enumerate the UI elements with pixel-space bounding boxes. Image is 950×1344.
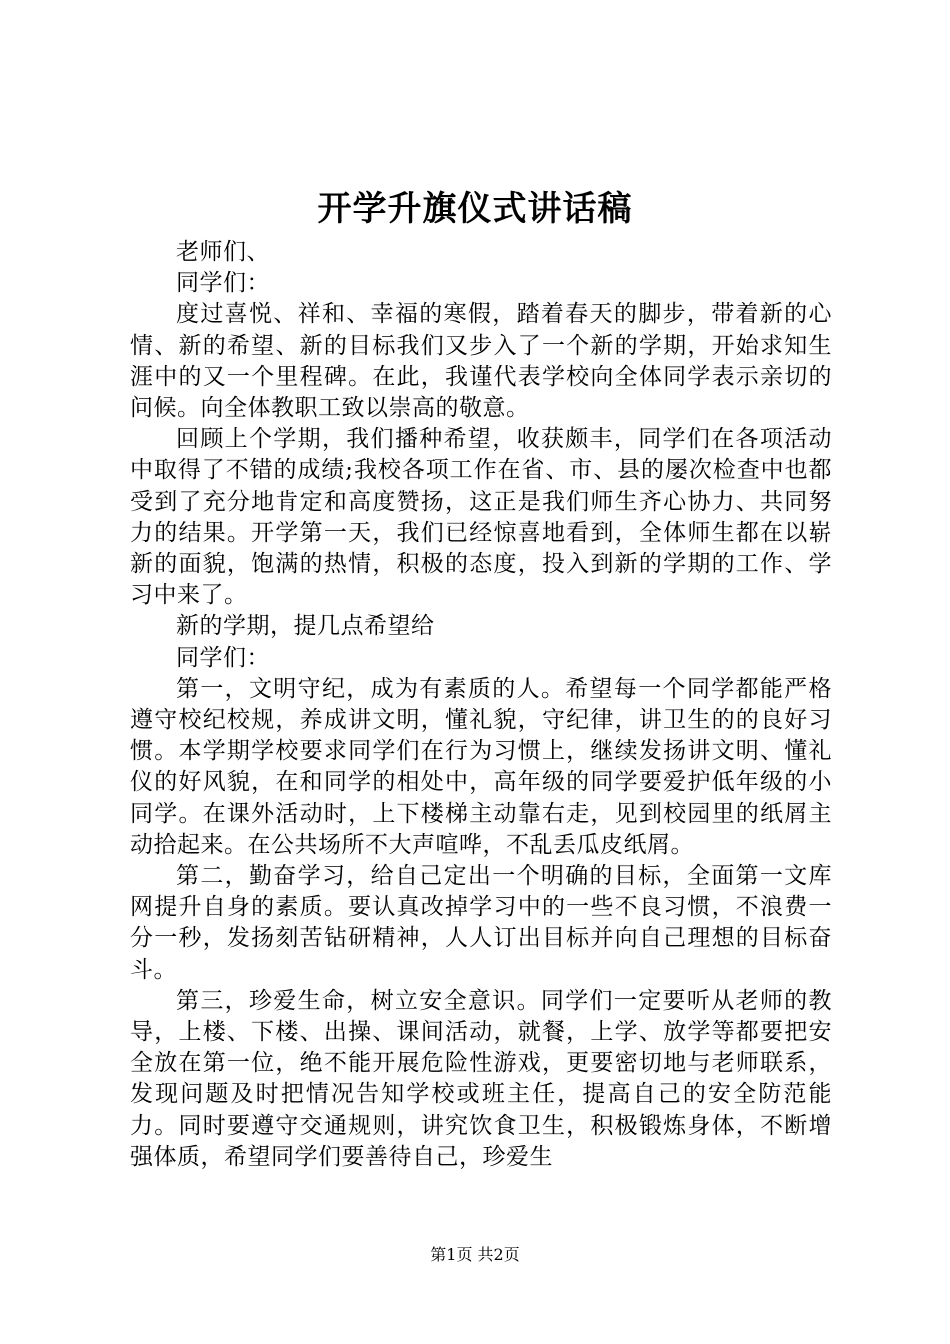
document-body [130, 237, 832, 1173]
paragraph-hopes-address: 同学们： [176, 644, 270, 671]
salutation-students: 同学们： [176, 270, 270, 297]
document-title: 开学升旗仪式讲话稿 [317, 189, 633, 229]
paragraph-opening: 度过喜悦、祥和、幸福的寒假，踏着春天的脚步，带着新的心情、新的希望、新的目标我们又步入了一个新的学期，开始求知生涯中的又一个里程碑。在此，我谨代表学校向全体同学表示亲切的问候。向全体教职工致以崇高的敬意。 [130, 301, 832, 422]
page-footer: 第1页 共2页 [430, 1245, 520, 1264]
paragraph-hopes-intro: 新的学期，提几点希望给 [176, 613, 435, 640]
salutation-teachers: 老师们、 [176, 239, 270, 265]
paragraph-point-three: 第三，珍爱生命，树立安全意识。同学们一定要听从老师的教导，上楼、下楼、出操、课间活动，就餐，上学、放学等都要把安全放在第一位，绝不能开展危险性游戏，更要密切地与老师联系，发现问题及时把情况告知学校或班主任，提高自己的安全防范能力。同时要遵守交通规则，讲究饮食卫生，积极锻炼身体，不断增强体质，希望同学们要善待自己，珍爱生 [130, 987, 832, 1170]
paragraph-point-one: 第一，文明守纪，成为有素质的人。希望每一个同学都能严格遵守校纪校规，养成讲文明，懂礼貌，守纪律，讲卫生的的良好习惯。本学期学校要求同学们在行为习惯上，继续发扬讲文明、懂礼仪的好风貌，在和同学的相处中，高年级的同学要爱护低年级的小同学。在课外活动时，上下楼梯主动靠右走，见到校园里的纸屑主动拾起来。在公共场所不大声喧哗，不乱丢瓜皮纸屑。 [130, 675, 832, 858]
paragraph-review: 回顾上个学期，我们播种希望，收获颇丰，同学们在各项活动中取得了不错的成绩;我校各项工作在省、市、县的屡次检查中也都受到了充分地肯定和高度赞扬，这正是我们师生齐心协力、共同努力的结果。开学第一天，我们已经惊喜地看到，全体师生都在以崭新的面貌，饱满的热情，积极的态度，投入到新的学期的工作、学习中来了。 [130, 426, 832, 609]
paragraph-point-two: 第二，勤奋学习，给自己定出一个明确的目标，全面第一文库网提升自身的素质。要认真改掉学习中的一些不良习惯，不浪费一分一秒，发扬刻苦钻研精神，人人订出目标并向自己理想的目标奋斗。 [130, 863, 832, 983]
